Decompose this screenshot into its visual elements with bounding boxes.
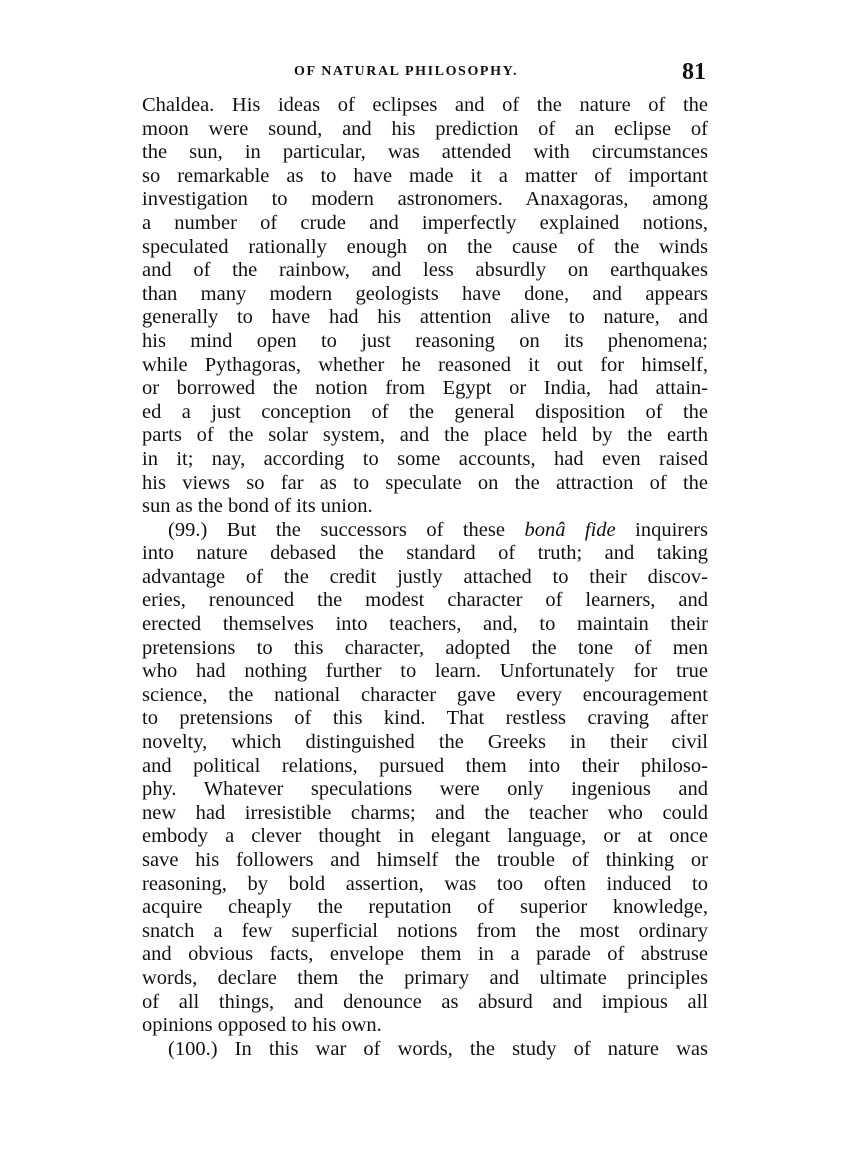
text-line: speculated rationally enough on the cause of the winds	[142, 235, 708, 258]
text-line: phy. Whatever speculations were only ingenious and	[142, 778, 708, 801]
text-line: eries, renounced the modest character of learners, and	[142, 589, 708, 612]
text-line: while Pythagoras, whether he reasoned it out for himself,	[142, 353, 708, 376]
text-line: acquire cheaply the reputation of superior knowledge,	[142, 896, 708, 919]
paragraph-100	[142, 1038, 708, 1062]
text-line: save his followers and himself the trouble of thinking or	[142, 849, 708, 871]
text-segment: inquirers	[615, 518, 708, 541]
italic-phrase: bonâ fide	[524, 518, 616, 541]
text-line: his mind open to just reasoning on its phenomena;	[142, 329, 708, 352]
text-line: novelty, which distinguished the Greeks in their civil	[142, 731, 708, 754]
running-header	[142, 60, 708, 94]
running-title: OF NATURAL PHILOSOPHY.	[294, 64, 519, 79]
paragraph-first-line	[142, 519, 708, 543]
text-line: pretensions to this character, adopted the tone of men	[142, 636, 708, 659]
text-line: a number of crude and imperfectly explained notions,	[142, 211, 708, 234]
text-line: his views so far as to speculate on the attraction of the	[142, 471, 708, 494]
book-page	[142, 60, 708, 1061]
text-line: words, declare them the primary and ultimate principles	[142, 966, 708, 989]
paragraph-99	[142, 519, 708, 1038]
text-line: than many modern geologists have done, and appears	[142, 282, 708, 305]
text-line: and obvious facts, envelope them in a parade of abstruse	[142, 943, 708, 966]
text-line: who had nothing further to learn. Unfortunately for true	[142, 660, 708, 683]
text-line: and of the rainbow, and less absurdly on earthquakes	[142, 259, 708, 282]
body-text	[142, 94, 708, 1061]
text-line: science, the national character gave every encouragement	[142, 683, 708, 706]
text-line: sun as the bond of its union.	[142, 495, 373, 518]
text-line: of all things, and denounce as absurd and impious all	[142, 990, 708, 1013]
text-line: opinions opposed to his own.	[142, 1014, 382, 1037]
text-line: snatch a few superficial notions from the most ordinary	[142, 919, 708, 942]
text-line: parts of the solar system, and the place held by the earth	[142, 424, 708, 447]
text-line: in it; nay, according to some accounts, had even raised	[142, 447, 708, 470]
text-line: embody a clever thought in elegant language, or at once	[142, 825, 708, 848]
text-line: ed a just conception of the general disposition of the	[142, 400, 708, 423]
text-line: into nature debased the standard of truth; and taking	[142, 542, 708, 565]
text-line: reasoning, by bold assertion, was too often induced to	[142, 872, 708, 895]
paragraph-first-line: (100.) In this war of words, the study of nature was	[168, 1037, 708, 1060]
text-line: advantage of the credit justly attached to their discov-	[142, 565, 708, 588]
text-line: so remarkable as to have made it a matter of important	[142, 164, 708, 187]
paragraph-continued	[142, 94, 708, 519]
text-line: to pretensions of this kind. That restless craving after	[142, 707, 708, 730]
text-line: and political relations, pursued them into their philoso-	[142, 754, 708, 777]
text-line: new had irresistible charms; and the teacher who could	[142, 801, 708, 824]
page-number: 81	[682, 59, 706, 85]
text-line: Chaldea. His ideas of eclipses and of the nature of the	[142, 94, 708, 116]
text-line: the sun, in particular, was attended with circumstances	[142, 141, 708, 164]
text-segment: (99.) But the successors of these	[168, 518, 525, 541]
text-line: erected themselves into teachers, and, to maintain their	[142, 613, 708, 636]
text-line: investigation to modern astronomers. Anaxagoras, among	[142, 188, 708, 211]
text-line: or borrowed the notion from Egypt or India, had attain-	[142, 377, 708, 400]
text-line: generally to have had his attention alive to nature, and	[142, 306, 708, 329]
text-line: moon were sound, and his prediction of an eclipse of	[142, 117, 708, 140]
